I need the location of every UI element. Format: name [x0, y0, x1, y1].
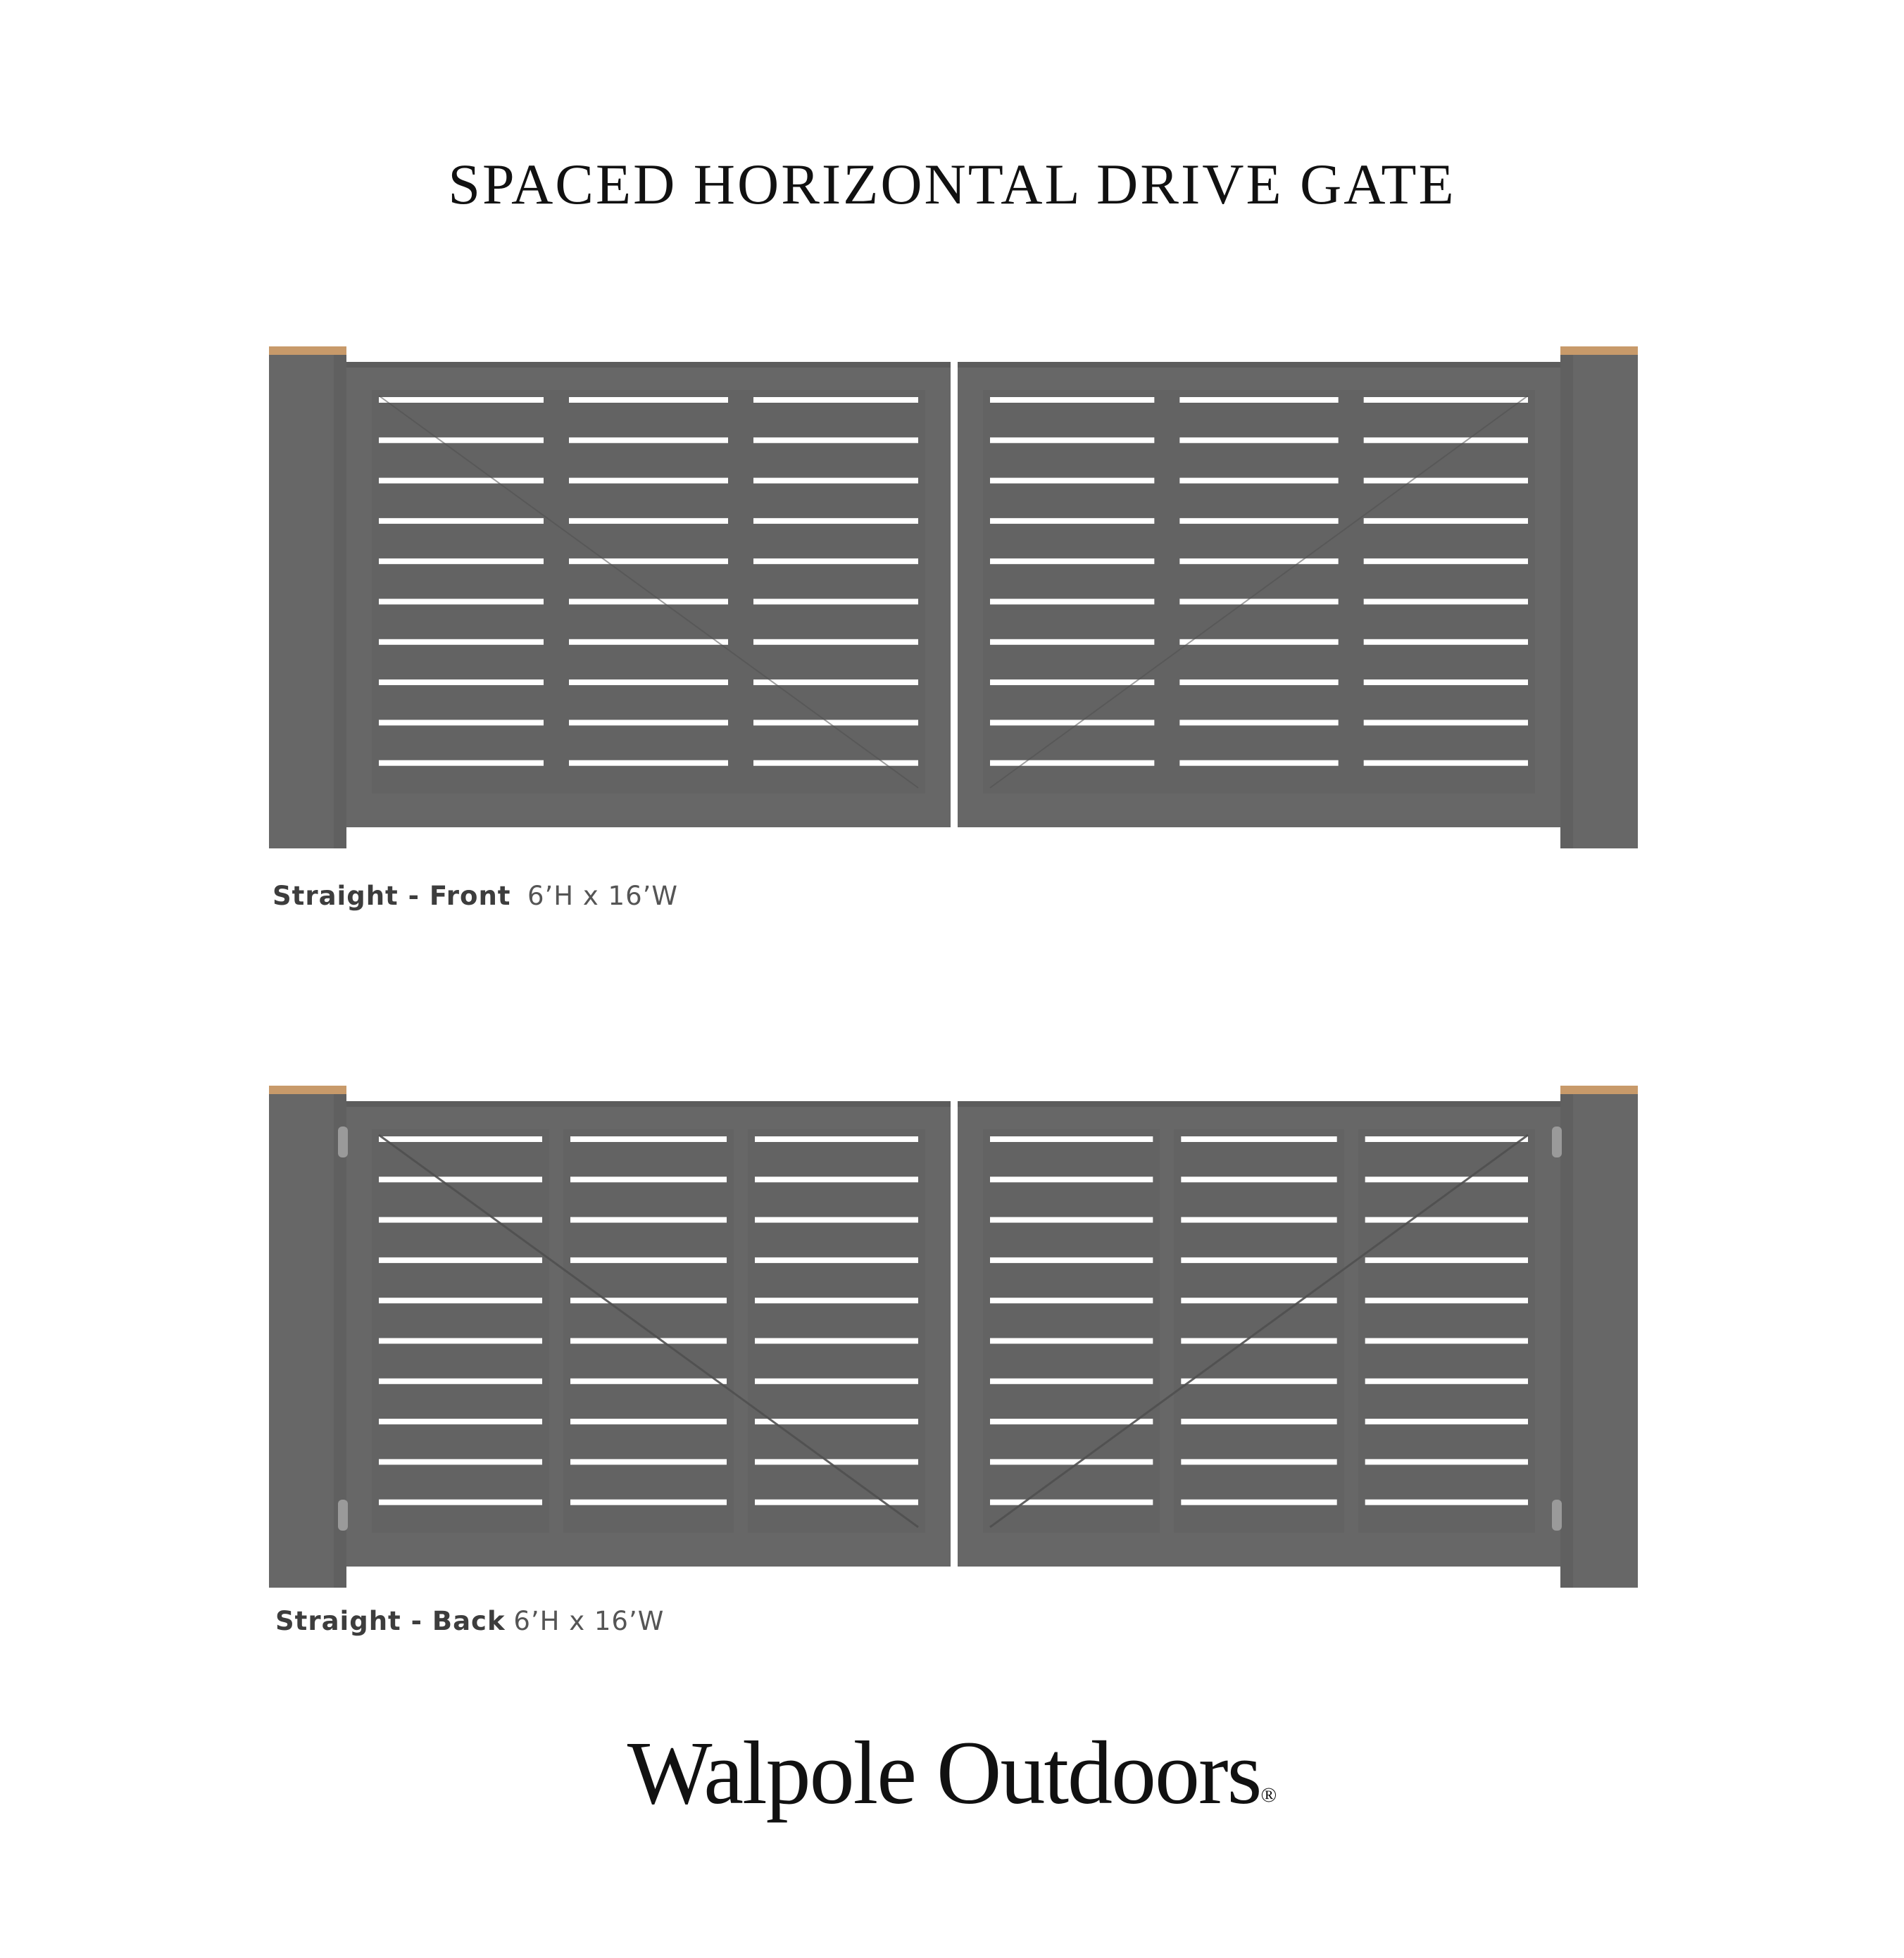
- section-post: [734, 1129, 748, 1533]
- back-view-label: Straight - Back: [275, 1606, 506, 1636]
- board-gap: [379, 478, 544, 484]
- board-gap: [379, 720, 544, 725]
- board-gap: [1179, 478, 1338, 484]
- board-gap: [1181, 1257, 1336, 1263]
- section-post: [549, 1129, 563, 1533]
- board-gap: [755, 1379, 918, 1384]
- board-gap: [990, 1338, 1153, 1344]
- left-post-cap: [269, 1086, 346, 1094]
- board-gap: [753, 599, 918, 605]
- board-gap: [753, 639, 918, 645]
- board-gap: [1365, 1217, 1528, 1223]
- board-gap: [570, 1217, 727, 1223]
- board-gap: [990, 558, 1154, 564]
- right-post-edge: [1560, 1094, 1573, 1588]
- page-title: SPACED HORIZONTAL DRIVE GATE: [448, 152, 1456, 216]
- board-gap: [1181, 1419, 1336, 1424]
- left-hinge: [338, 1127, 348, 1157]
- board-gap: [1181, 1298, 1336, 1303]
- board-gap: [570, 1298, 727, 1303]
- board-gap: [1364, 639, 1528, 645]
- board-gap: [753, 397, 918, 403]
- board-gap: [990, 1419, 1153, 1424]
- board-gap: [379, 1298, 542, 1303]
- board-gap: [1181, 1379, 1336, 1384]
- board-gap: [1181, 1338, 1336, 1344]
- board-gap: [1364, 679, 1528, 685]
- board-gap: [379, 1500, 542, 1505]
- board-gap: [755, 1176, 918, 1182]
- board-gap: [990, 478, 1154, 484]
- board-gap: [379, 679, 544, 685]
- board-gap: [990, 1298, 1153, 1303]
- board-gap: [570, 1257, 727, 1263]
- board-gap: [569, 679, 728, 685]
- board-gap: [990, 760, 1154, 766]
- board-gap: [990, 1459, 1153, 1464]
- back-view-dimensions: 6’H x 16’W: [513, 1606, 665, 1636]
- board-gap: [1179, 397, 1338, 403]
- board-gap: [379, 518, 544, 524]
- board-gap: [753, 558, 918, 564]
- right-post-cap: [1560, 346, 1638, 355]
- board-gap: [1179, 599, 1338, 605]
- front-view-caption: [273, 881, 678, 911]
- board-gap: [569, 720, 728, 725]
- board-gap: [1365, 1419, 1528, 1424]
- board-gap: [753, 760, 918, 766]
- board-gap: [755, 1338, 918, 1344]
- board-gap: [1179, 760, 1338, 766]
- board-gap: [379, 760, 544, 766]
- board-gap: [755, 1217, 918, 1223]
- board-gap: [569, 397, 728, 403]
- board-gap: [379, 1217, 542, 1223]
- board-gap: [1364, 760, 1528, 766]
- board-gap: [1364, 558, 1528, 564]
- board-gap: [1364, 518, 1528, 524]
- gate-front-illustration: [0, 331, 1904, 859]
- board-gap: [755, 1459, 918, 1464]
- board-gap: [990, 1257, 1153, 1263]
- registered-mark: ®: [1260, 1783, 1277, 1807]
- board-gap: [379, 397, 544, 403]
- board-gap: [1365, 1136, 1528, 1142]
- board-gap: [755, 1500, 918, 1505]
- front-view-label: Straight - Front: [273, 881, 511, 911]
- board-gap: [569, 558, 728, 564]
- board-gap: [1179, 720, 1338, 725]
- board-gap: [1365, 1338, 1528, 1344]
- board-gap: [990, 1500, 1153, 1505]
- board-gap: [990, 639, 1154, 645]
- front-view-dimensions: 6’H x 16’W: [527, 881, 678, 911]
- board-gap: [990, 1176, 1153, 1182]
- board-gap: [1364, 397, 1528, 403]
- right-post-cap: [1560, 1086, 1638, 1094]
- board-gap: [990, 437, 1154, 443]
- board-gap: [379, 437, 544, 443]
- back-view-caption: [275, 1606, 664, 1636]
- board-gap: [570, 1500, 727, 1505]
- board-gap: [570, 1459, 727, 1464]
- board-gap: [1365, 1379, 1528, 1384]
- board-gap: [1365, 1459, 1528, 1464]
- board-gap: [569, 478, 728, 484]
- board-gap: [570, 1379, 727, 1384]
- board-gap: [755, 1257, 918, 1263]
- board-gap: [753, 478, 918, 484]
- board-gap: [569, 760, 728, 766]
- board-gap: [569, 437, 728, 443]
- board-gap: [1181, 1459, 1336, 1464]
- board-gap: [1181, 1176, 1336, 1182]
- brand-name: Walpole Outdoors: [627, 1723, 1261, 1823]
- board-gap: [379, 1379, 542, 1384]
- board-gap: [569, 518, 728, 524]
- board-gap: [755, 1298, 918, 1303]
- board-gap: [379, 1176, 542, 1182]
- board-gap: [379, 639, 544, 645]
- gate-leaf-top-rail: [958, 362, 1560, 368]
- board-gap: [570, 1176, 727, 1182]
- right-hinge: [1552, 1127, 1562, 1157]
- board-gap: [1364, 720, 1528, 725]
- board-gap: [1364, 478, 1528, 484]
- left-hinge: [338, 1500, 348, 1531]
- board-gap: [569, 639, 728, 645]
- board-gap: [753, 518, 918, 524]
- board-gap: [1365, 1257, 1528, 1263]
- board-gap: [1365, 1176, 1528, 1182]
- board-gap: [1365, 1500, 1528, 1505]
- board-gap: [1179, 518, 1338, 524]
- board-gap: [990, 518, 1154, 524]
- board-gap: [753, 720, 918, 725]
- section-post: [1344, 1129, 1358, 1533]
- board-gap: [1181, 1500, 1336, 1505]
- right-post-edge: [1560, 355, 1573, 848]
- board-gap: [379, 1257, 542, 1263]
- board-gap: [990, 1136, 1153, 1142]
- board-gap: [1179, 639, 1338, 645]
- board-gap: [990, 720, 1154, 725]
- board-gap: [379, 1338, 542, 1344]
- left-post-cap: [269, 346, 346, 355]
- board-gap: [753, 437, 918, 443]
- board-gap: [569, 599, 728, 605]
- board-gap: [1181, 1217, 1336, 1223]
- board-gap: [753, 679, 918, 685]
- board-gap: [570, 1419, 727, 1424]
- board-gap: [379, 558, 544, 564]
- board-gap: [570, 1338, 727, 1344]
- board-gap: [755, 1419, 918, 1424]
- board-gap: [1364, 599, 1528, 605]
- section-post: [1160, 1129, 1174, 1533]
- board-gap: [379, 599, 544, 605]
- gate-leaf-top-rail: [346, 1101, 951, 1107]
- left-post-edge: [334, 355, 346, 848]
- board-gap: [990, 599, 1154, 605]
- board-gap: [755, 1136, 918, 1142]
- board-gap: [570, 1136, 727, 1142]
- board-gap: [1179, 437, 1338, 443]
- board-gap: [1179, 558, 1338, 564]
- gate-leaf-top-rail: [958, 1101, 1560, 1107]
- board-gap: [990, 1379, 1153, 1384]
- gate-back-illustration: [0, 1070, 1904, 1598]
- board-gap: [1181, 1136, 1336, 1142]
- board-gap: [1365, 1298, 1528, 1303]
- board-gap: [990, 397, 1154, 403]
- board-gap: [1179, 679, 1338, 685]
- right-hinge: [1552, 1500, 1562, 1531]
- board-gap: [990, 679, 1154, 685]
- board-gap: [379, 1136, 542, 1142]
- gate-leaf-top-rail: [346, 362, 951, 368]
- board-gap: [1364, 437, 1528, 443]
- brand-logo: [0, 1721, 1904, 1825]
- board-gap: [379, 1419, 542, 1424]
- board-gap: [379, 1459, 542, 1464]
- board-gap: [990, 1217, 1153, 1223]
